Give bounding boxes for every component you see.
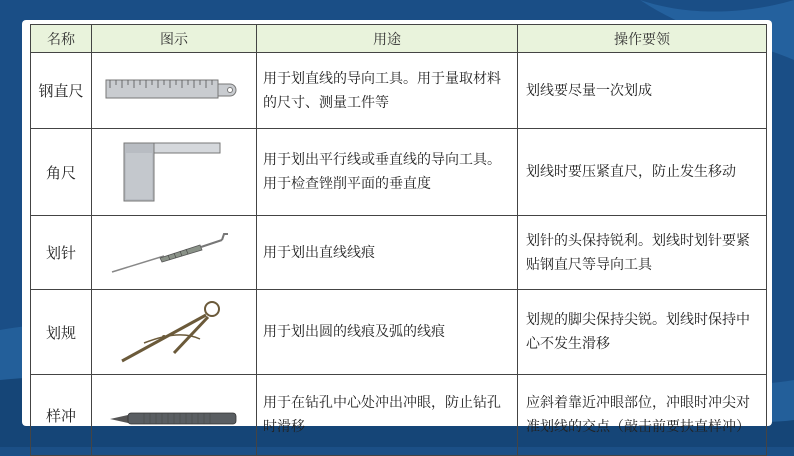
content-card [22, 20, 772, 435]
tool-image-cell [92, 129, 257, 216]
center-punch-icon [104, 395, 244, 435]
table-row [31, 216, 767, 290]
header-use: 用途 [257, 25, 518, 53]
tool-operation: 划线时要压紧直尺，防止发生移动 [518, 129, 767, 216]
tool-use: 用于划出圆的线痕及弧的线痕 [257, 290, 518, 375]
scriber-icon [104, 228, 244, 278]
steel-ruler-icon [104, 76, 244, 106]
table-row [31, 290, 767, 375]
tool-image-cell [92, 216, 257, 290]
dividers-icon [104, 299, 244, 365]
tool-operation: 划线要尽量一次划成 [518, 53, 767, 129]
header-name: 名称 [31, 25, 92, 53]
tool-use: 用于划直线的导向工具。用于量取材料的尺寸、测量工件等 [257, 53, 518, 129]
table-row [31, 53, 767, 129]
table-header-row [31, 25, 767, 53]
tool-name: 划规 [31, 290, 92, 375]
tool-image-cell [92, 375, 257, 456]
tools-table [30, 24, 767, 456]
tool-name: 角尺 [31, 129, 92, 216]
tool-use: 用于划出直线线痕 [257, 216, 518, 290]
header-operation: 操作要领 [518, 25, 767, 53]
tool-name: 划针 [31, 216, 92, 290]
tool-use: 用于划出平行线或垂直线的导向工具。用于检查锉削平面的垂直度 [257, 129, 518, 216]
table-row [31, 129, 767, 216]
header-image: 图示 [92, 25, 257, 53]
tool-operation: 划规的脚尖保持尖锐。划线时保持中心不发生滑移 [518, 290, 767, 375]
tool-name: 样冲 [31, 375, 92, 456]
square-ruler-icon [104, 139, 244, 205]
tool-operation: 划针的头保持锐利。划线时划针要紧贴钢直尺等导向工具 [518, 216, 767, 290]
tool-operation: 应斜着靠近冲眼部位，冲眼时冲尖对准划线的交点（敲击前要扶直样冲） [518, 375, 767, 456]
tool-name: 钢直尺 [31, 53, 92, 129]
tool-image-cell [92, 53, 257, 129]
tool-image-cell [92, 290, 257, 375]
table-row [31, 375, 767, 456]
tool-use: 用于在钻孔中心处冲出冲眼，防止钻孔时滑移 [257, 375, 518, 456]
